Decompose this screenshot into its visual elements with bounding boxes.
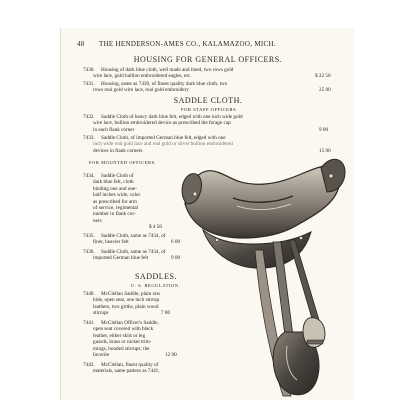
section-title-saddle-cloth: SADDLE CLOTH. xyxy=(173,96,243,105)
entry-7436 xyxy=(83,249,183,262)
entry-text: Housing, same as 7430, of finest quality dark blue cloth, two xyxy=(101,81,228,87)
entry-text: hide, open seat, one inch stirrup xyxy=(93,297,160,304)
running-head-title: THE HENDERSON-AMES CO., KALAMAZOO, MICH. xyxy=(99,40,276,48)
entry-price: 25 00 xyxy=(319,87,331,93)
entry-number: 7440. xyxy=(83,291,95,297)
entry-number: 7433. xyxy=(83,135,95,141)
entry-price: $ 4 50 xyxy=(149,223,162,230)
entry-price: 9 00 xyxy=(319,127,329,133)
entry-text: McClellan, finest quality of xyxy=(101,362,159,368)
entry-7435 xyxy=(83,233,183,246)
entry-text: stirrups xyxy=(93,310,109,317)
entry-7440 xyxy=(83,291,187,317)
entry-7432 xyxy=(83,114,323,133)
entry-text: inch wide real gold lace and real gold or silver bullion embroidered xyxy=(93,141,233,148)
entry-7430 xyxy=(83,67,319,80)
entry-text: open seat covered with black xyxy=(93,326,154,333)
entry-text: as prescribed for arm xyxy=(93,198,137,205)
entry-text: ners xyxy=(93,217,102,224)
entry-price: 7 00 xyxy=(161,310,171,317)
catalog-page xyxy=(60,28,354,400)
entry-text: dark blue felt, cloth xyxy=(93,179,134,186)
entry-number: 7441. xyxy=(83,320,95,326)
entry-text: materials, same pattern as 7441, xyxy=(93,368,160,375)
entry-text: Saddle Cloth of heavy dark blue felt, edged with one inch wide gold xyxy=(101,114,243,120)
entry-text: McClellan Saddle, plain raw xyxy=(101,291,161,297)
section-title-saddles: SADDLES. xyxy=(134,272,177,281)
entry-number: 7434. xyxy=(83,173,95,179)
entry-number: 7442. xyxy=(83,362,95,368)
entry-text: binding one and one- xyxy=(93,185,137,192)
entry-text: Housing of dark blue cloth, well made and lined, two rows gold xyxy=(101,67,234,73)
entry-text: of service, regimental xyxy=(93,205,139,212)
entry-number: 7430. xyxy=(83,67,95,73)
entry-text: rows real gold wire lace, real gold embroidery xyxy=(93,87,189,94)
entry-text: leather, either skirt or leg xyxy=(93,332,146,339)
entry-text: guards, brass or nickel trim- xyxy=(93,339,152,346)
entry-number: 7436. xyxy=(83,249,95,255)
entry-text: wire lace, gold bullion embroidered eagles, etc. xyxy=(93,73,192,80)
entry-text: imported German blue felt xyxy=(93,255,149,262)
entry-number: 7432. xyxy=(83,114,95,120)
entry-7434 xyxy=(83,173,179,224)
entry-price: 9 00 xyxy=(171,255,181,262)
entry-text: finer, heavier felt xyxy=(93,239,129,246)
entry-price: $ 22 50 xyxy=(315,73,331,79)
subtitle-us-regulation: U. S. REGULATION. xyxy=(131,283,181,288)
page-number: 48 xyxy=(77,40,85,48)
entry-price: 6 00 xyxy=(171,239,181,246)
entry-text: Saddle Cloth, same as 7434, of xyxy=(101,233,166,239)
entry-text: mings, hooded stirrups; the xyxy=(93,345,150,352)
entry-price: 12 00 xyxy=(165,352,177,358)
entry-text: Saddle Cloth, same as 7434, of xyxy=(101,249,166,255)
subtitle-mounted-officers: FOR MOUNTED OFFICERS. xyxy=(89,160,157,165)
entry-text: half inches wide, color xyxy=(93,192,141,199)
entry-text: leathers, two girths, plain wood xyxy=(93,303,159,310)
entry-7431 xyxy=(83,81,319,94)
subtitle-staff-officers: FOR STAFF OFFICERS. xyxy=(181,107,238,112)
entry-text: wire lace, bullion embroidered device as prescribed the forage cap xyxy=(93,120,231,127)
entry-number: 7435. xyxy=(83,233,95,239)
entry-price: 15 00 xyxy=(319,148,331,154)
entry-text: in each flank corner xyxy=(93,126,135,133)
entry-text: number in flank cor- xyxy=(93,211,136,218)
entry-text: Saddle Cloth of xyxy=(101,173,134,179)
entry-text: devices in flank corners xyxy=(93,147,143,154)
entry-number: 7431. xyxy=(83,81,95,87)
section-title-housing: HOUSING FOR GENERAL OFFICERS. xyxy=(133,55,283,64)
entry-text: Saddle Cloth, of imported German blue felt, edged with one xyxy=(101,135,226,141)
entry-text: favorite xyxy=(93,352,110,359)
entry-7442 xyxy=(83,362,187,375)
entry-text: McClellan Officer's Saddle, xyxy=(101,320,159,326)
